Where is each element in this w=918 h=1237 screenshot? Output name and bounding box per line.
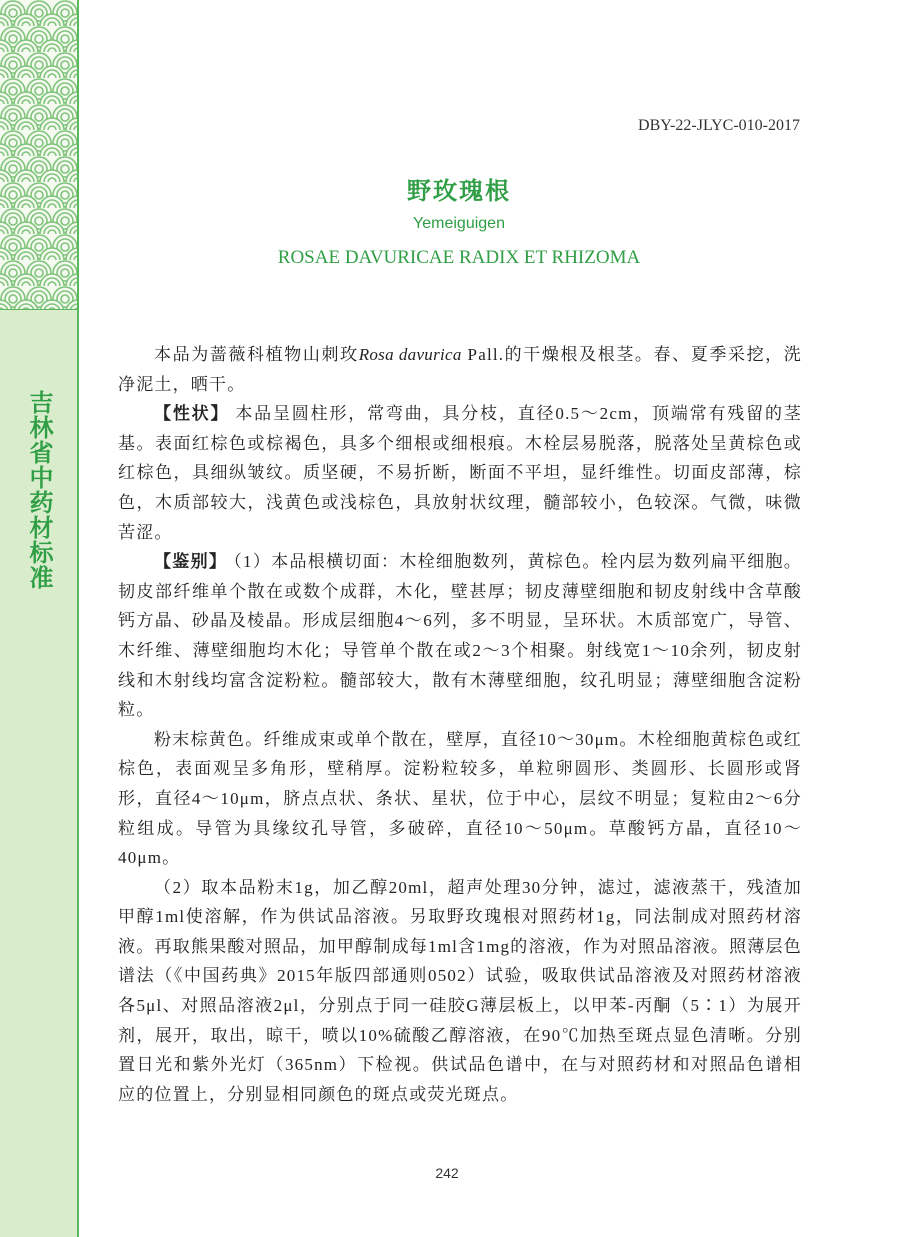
section-heading-identification: 【鉴别】 (154, 552, 228, 572)
title-block (118, 176, 800, 270)
powder-text: 粉末棕黄色。纤维成束或单个散在，壁厚，直径10～30μm。木栓细胞黄棕色或红棕色，表面观呈多角形，壁稍厚。淀粉粒较多，单粒卵圆形、类圆形、长圆形或肾形，直径4～10μm，脐点点状、条状、星状，位于中心，层纹不明显；复粒由2～6分粒组成。导管为具缘纹孔导管，多破碎，直径10～50μm。草酸钙方晶，直径10～40μm。 (118, 729, 802, 868)
section-heading-characters: 【性状】 (154, 404, 230, 424)
cloud-pattern-decoration (0, 0, 77, 310)
body-text (118, 340, 802, 1109)
intro-text-before: 本品为蔷薇科植物山刺玫 (154, 345, 359, 364)
paragraph-identification (118, 547, 802, 725)
species-name: Rosa davurica (358, 345, 462, 364)
page-number: 242 (435, 1165, 459, 1181)
paragraph-characters (118, 399, 802, 547)
intro-text-after: Pall.的干燥根及根茎。春、夏季采挖，洗净泥土，晒干。 (118, 345, 802, 394)
sidebar (0, 0, 79, 1237)
title-chinese: 野玫瑰根 (407, 177, 511, 205)
title-pinyin: Yemeiguigen (413, 215, 505, 232)
characters-text: 本品呈圆柱形，常弯曲，具分枝，直径0.5～2cm，顶端常有残留的茎基。表面红棕色或棕褐色，具多个细根或细根痕。木栓层易脱落，脱落处呈黄棕色或红棕色，具细纵皱纹。质坚硬，不易折断，断面不平坦，显纤维性。切面皮部薄，棕色，木质部较大，浅黄色或浅棕色，具放射状纹理，髓部较小，色较深。气微，味微苦涩。 (118, 404, 802, 542)
paragraph-intro (118, 340, 802, 399)
paragraph-tlc (118, 873, 802, 1110)
series-title-vertical: 吉林省中药材标准 (25, 390, 53, 590)
tlc-text: （2）取本品粉末1g，加乙醇20ml，超声处理30分钟，滤过，滤液蒸干，残渣加甲醇1ml使溶解，作为供试品溶液。另取野玫瑰根对照药材1g，同法制成对照药材溶液。再取熊果酸对照品，加甲醇制成每1ml含1mg的溶液，作为对照品溶液。照薄层色谱法（《中国药典》2015年版四部通则0502）试验，吸取供试品溶液及对照药材溶液各5μl、对照品溶液2μl，分别点于同一硅胶G薄层板上，以甲苯-丙酮（5∶1）为展开剂，展开，取出，晾干，喷以10%硫酸乙醇溶液，在90℃加热至斑点显色清晰。分别置日光和紫外光灯（365nm）下检视。供试品色谱中，在与对照药材和对照品色谱相应的位置上，分别显相同颜色的斑点或荧光斑点。 (118, 877, 802, 1104)
identification-text: （1）本品根横切面：木栓细胞数列，黄棕色。栓内层为数列扁平细胞。韧皮部纤维单个散在或数个成群，木化，壁甚厚；韧皮薄壁细胞和韧皮射线中含草酸钙方晶、砂晶及棱晶。形成层细胞4～6列，多不明显，呈环状。木质部宽广，导管、木纤维、薄壁细胞均木化；导管单个散在或2～3个相聚。射线宽1～10余列，韧皮射线和木射线均富含淀粉粒。髓部较大，散有木薄壁细胞，纹孔明显；薄壁细胞含淀粉粒。 (118, 552, 802, 720)
paragraph-powder (118, 725, 802, 873)
title-latin: ROSAE DAVURICAE RADIX ET RHIZOMA (277, 247, 641, 268)
document-number: DBY-22-JLYC-010-2017 (638, 117, 800, 134)
